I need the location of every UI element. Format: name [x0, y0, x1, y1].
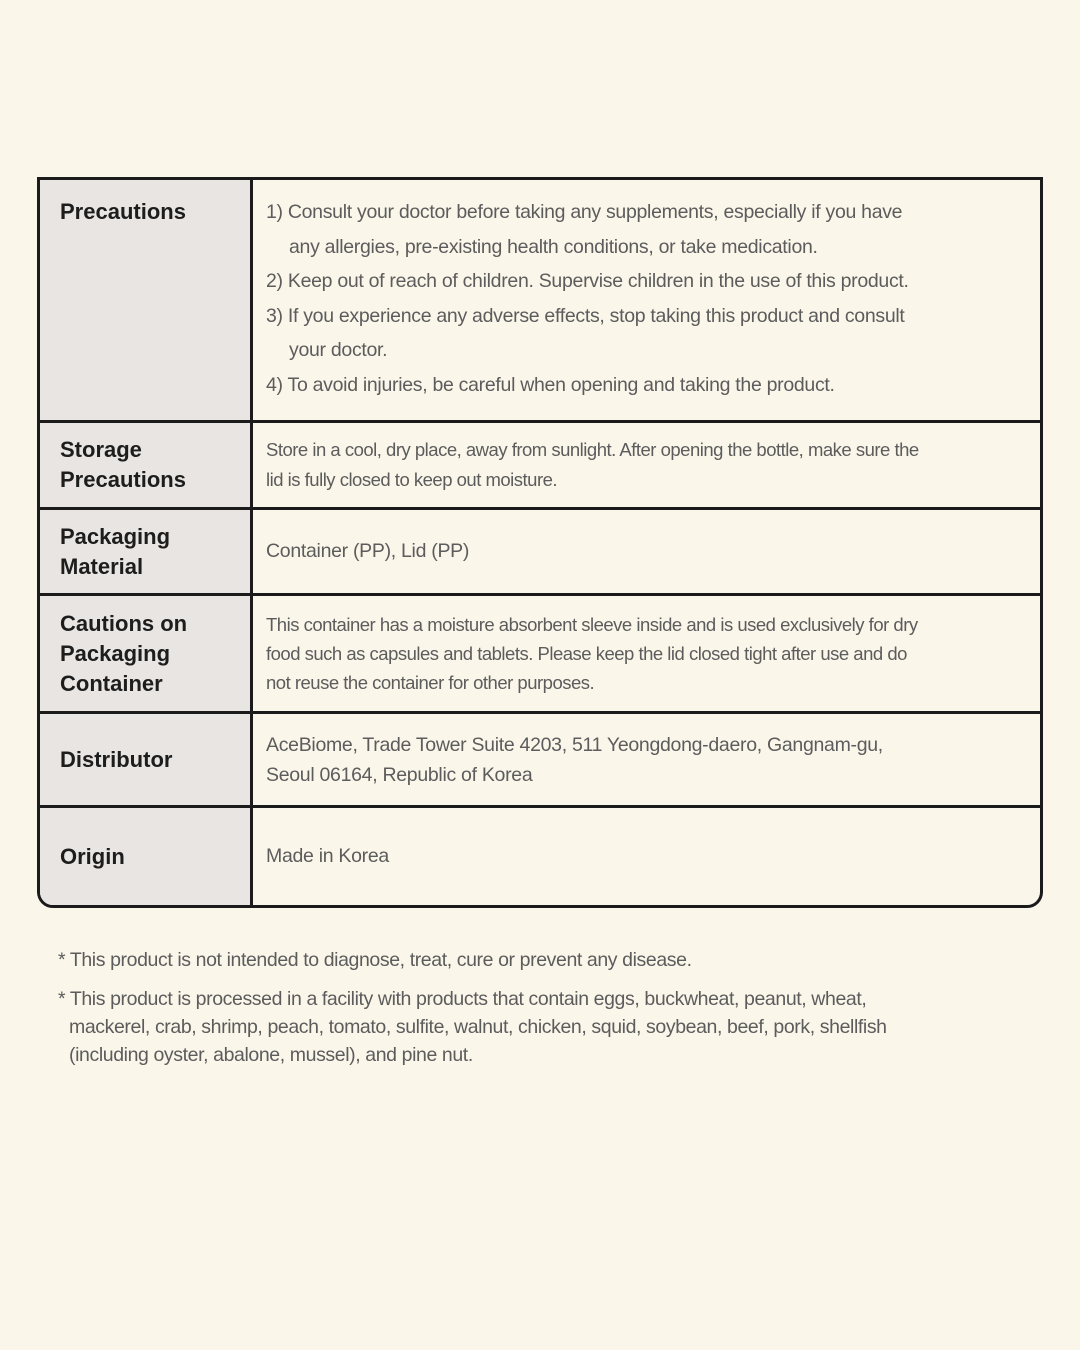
row-label-distributor — [40, 714, 253, 805]
precaution-item-2: 2) Keep out of reach of children. Supervise children in the use of this product. — [266, 270, 909, 292]
table-row-packaging-material — [40, 510, 1040, 596]
footnote-disclaimer-text: * This product is not intended to diagnose, treat, cure or prevent any disease. — [58, 949, 692, 971]
row-label-text: Storage Precautions — [60, 437, 186, 492]
row-value-origin — [253, 808, 1040, 905]
table-row-origin — [40, 808, 1040, 905]
distributor-address-line-1: AceBiome, Trade Tower Suite 4203, 511 Yeongdong-daero, Gangnam-gu, — [266, 733, 883, 756]
row-label-precautions — [40, 180, 253, 420]
origin-text: Made in Korea — [266, 845, 389, 867]
row-label-text: Precautions — [60, 199, 186, 224]
precaution-item-3-line-1: 3) If you experience any adverse effects, stop taking this product and consult — [266, 304, 905, 327]
table-row-container-cautions — [40, 596, 1040, 714]
row-value-distributor — [253, 714, 1040, 805]
product-info-table — [37, 177, 1043, 908]
row-value-container-cautions — [253, 596, 1040, 711]
storage-text-line-2: lid is fully closed to keep out moisture. — [266, 469, 558, 490]
footnote-allergen-line-2: mackerel, crab, shrimp, peach, tomato, sulfite, walnut, chicken, squid, soybean, beef, pork, shellfish — [69, 1016, 887, 1038]
row-label-text: Distributor — [60, 746, 173, 772]
precaution-item-1-line-2: any allergies, pre-existing health conditions, or take medication. — [289, 235, 818, 258]
footnote-disclaimer — [58, 946, 887, 974]
table-row-precautions — [40, 180, 1040, 423]
precaution-item-4: 4) To avoid injuries, be careful when opening and taking the product. — [266, 373, 835, 396]
table-row-storage-precautions — [40, 423, 1040, 510]
packaging-material-text: Container (PP), Lid (PP) — [266, 540, 470, 562]
row-value-precautions — [253, 180, 1040, 420]
row-label-origin — [40, 808, 253, 905]
footnote-allergen-line-3: (including oyster, abalone, mussel), and pine nut. — [69, 1044, 473, 1066]
container-caution-line-2: food such as capsules and tablets. Please keep the lid closed tight after use and do — [266, 643, 907, 664]
footnotes — [58, 946, 887, 1080]
row-label-packaging-material — [40, 510, 253, 593]
row-value-storage-precautions — [253, 423, 1040, 507]
row-label-container-cautions — [40, 596, 253, 711]
container-caution-line-1: This container has a moisture absorbent sleeve inside and is used exclusively for dry — [266, 614, 918, 635]
storage-text-line-1: Store in a cool, dry place, away from sunlight. After opening the bottle, make sure the — [266, 439, 919, 460]
row-label-text: Cautions on Packaging Container — [60, 610, 188, 696]
footnote-allergen-line-1: * This product is processed in a facility with products that contain eggs, buckwheat, peanut, wheat, — [58, 988, 867, 1010]
row-label-storage-precautions — [40, 423, 253, 507]
precaution-item-3-line-2: your doctor. — [289, 339, 388, 361]
table-row-distributor — [40, 714, 1040, 808]
row-value-packaging-material — [253, 510, 1040, 593]
precaution-item-1-line-1: 1) Consult your doctor before taking any supplements, especially if you have — [266, 201, 903, 223]
row-label-text: Origin — [60, 843, 125, 869]
distributor-address-line-2: Seoul 06164, Republic of Korea — [266, 763, 533, 786]
row-label-text: Packaging Material — [60, 523, 171, 579]
footnote-allergen-notice — [58, 985, 887, 1069]
container-caution-line-3: not reuse the container for other purposes. — [266, 672, 595, 693]
